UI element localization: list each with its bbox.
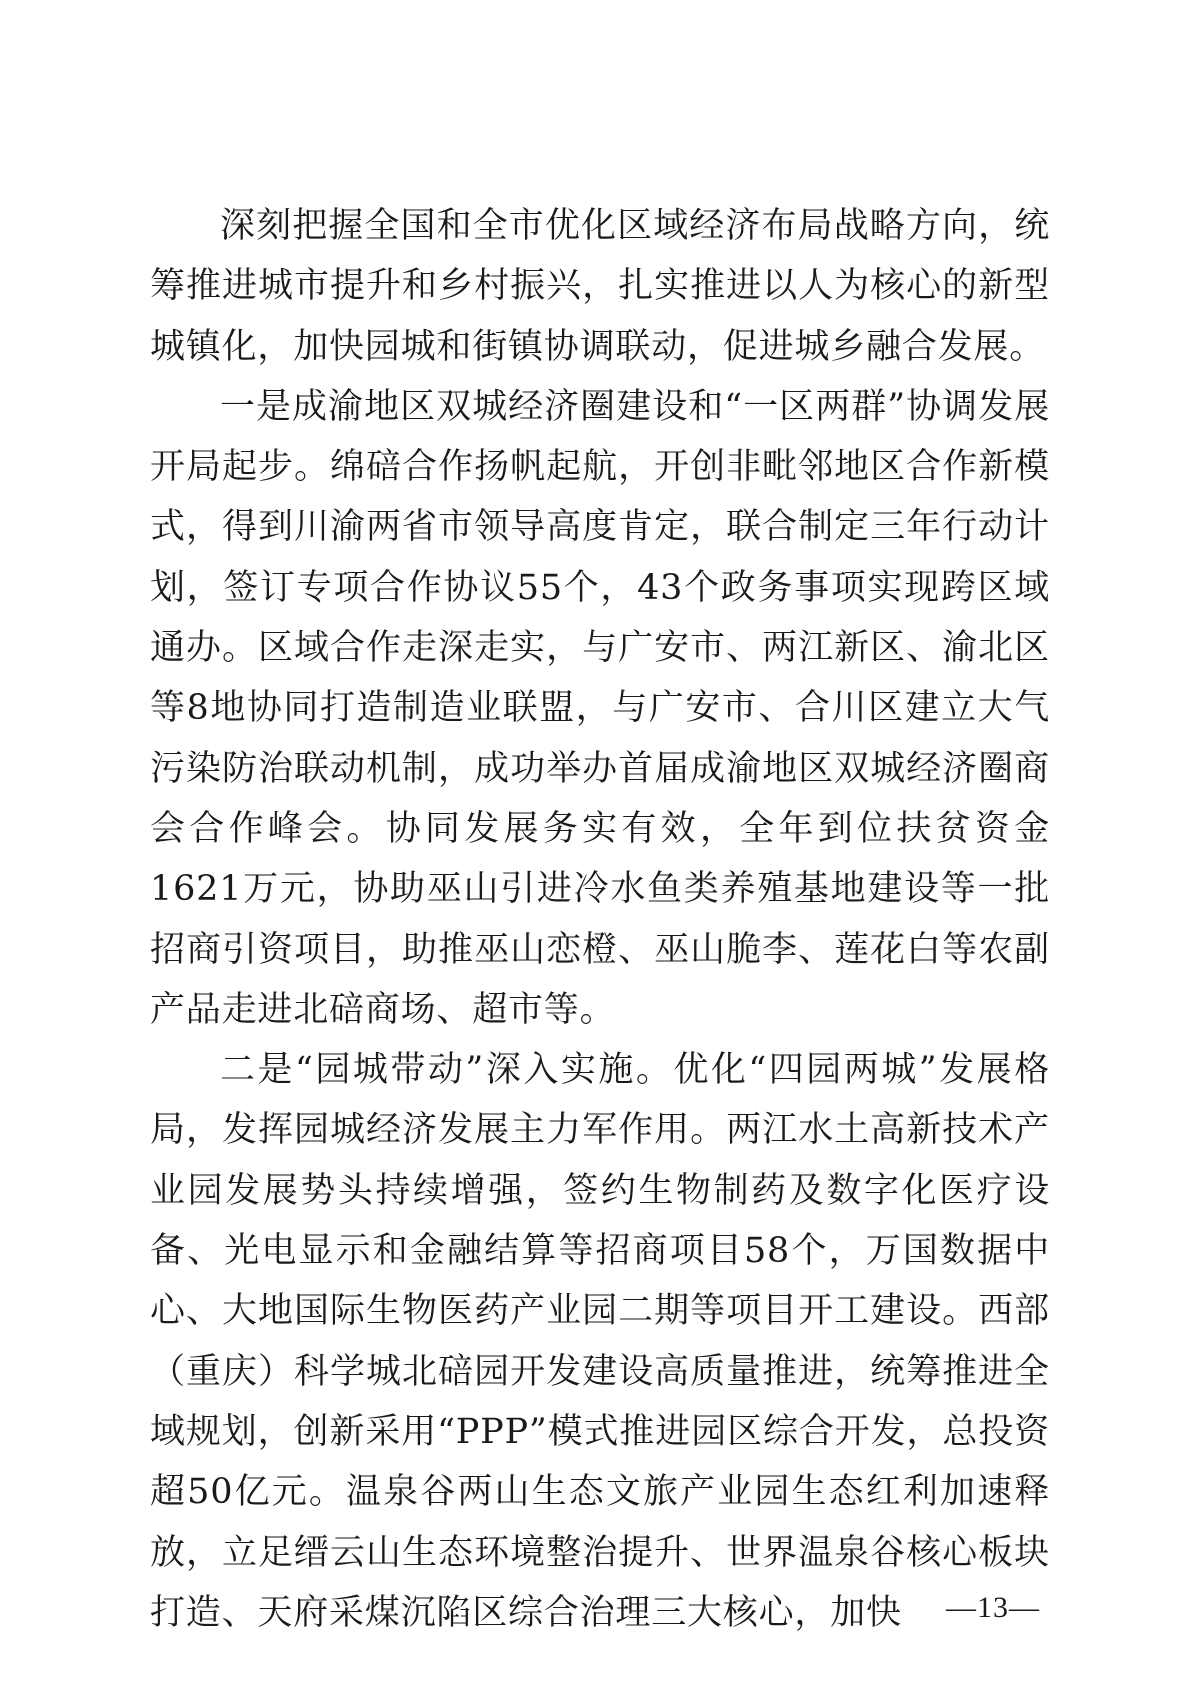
page-number: —13— xyxy=(946,1591,1040,1624)
paragraph-park-city-driven: 二是“园城带动”深入实施。优化“四园两城”发展格局，发挥园城经济发展主力军作用。两江水土高新技术产业园发展势头持续增强，签约生物制药及数字化医疗设备、光电显示和金融结算等招商项目58个，万国数据中心、大地国际生物医药产业园二期等项目开工建设。西部（重庆）科学城北碚园开发建设高质量推进，统筹推进全域规划，创新采用“PPP”模式推进园区综合开发，总投资超50亿元。温泉谷两山生态文旅产业园生态红利加速释放，立足缙云山生态环境整治提升、世界温泉谷核心板块打造、天府采煤沉陷区综合治理三大核心，加快 xyxy=(150,1050,1050,1633)
body-text xyxy=(150,196,1050,1643)
paragraph-intro: 深刻把握全国和全市优化区域经济布局战略方向，统筹推进城市提升和乡村振兴，扎实推进以人为核心的新型城镇化，加快园城和街镇协调联动，促进城乡融合发展。 xyxy=(150,206,1050,367)
paragraph-chengyu-economic-circle: 一是成渝地区双城经济圈建设和“一区两群”协调发展开局起步。绵碚合作扬帆起航，开创非毗邻地区合作新模式，得到川渝两省市领导高度肯定，联合制定三年行动计划，签订专项合作协议55个，43个政务事项实现跨区域通办。区域合作走深走实，与广安市、两江新区、渝北区等8地协同打造制造业联盟，与广安市、合川区建立大气污染防治联动机制，成功举办首届成渝地区双城经济圈商会合作峰会。协同发展务实有效，全年到位扶贫资金1621万元，协助巫山引进冷水鱼类养殖基地建设等一批招商引资项目，助推巫山恋橙、巫山脆李、莲花白等农副产品走进北碚商场、超市等。 xyxy=(150,386,1050,1030)
